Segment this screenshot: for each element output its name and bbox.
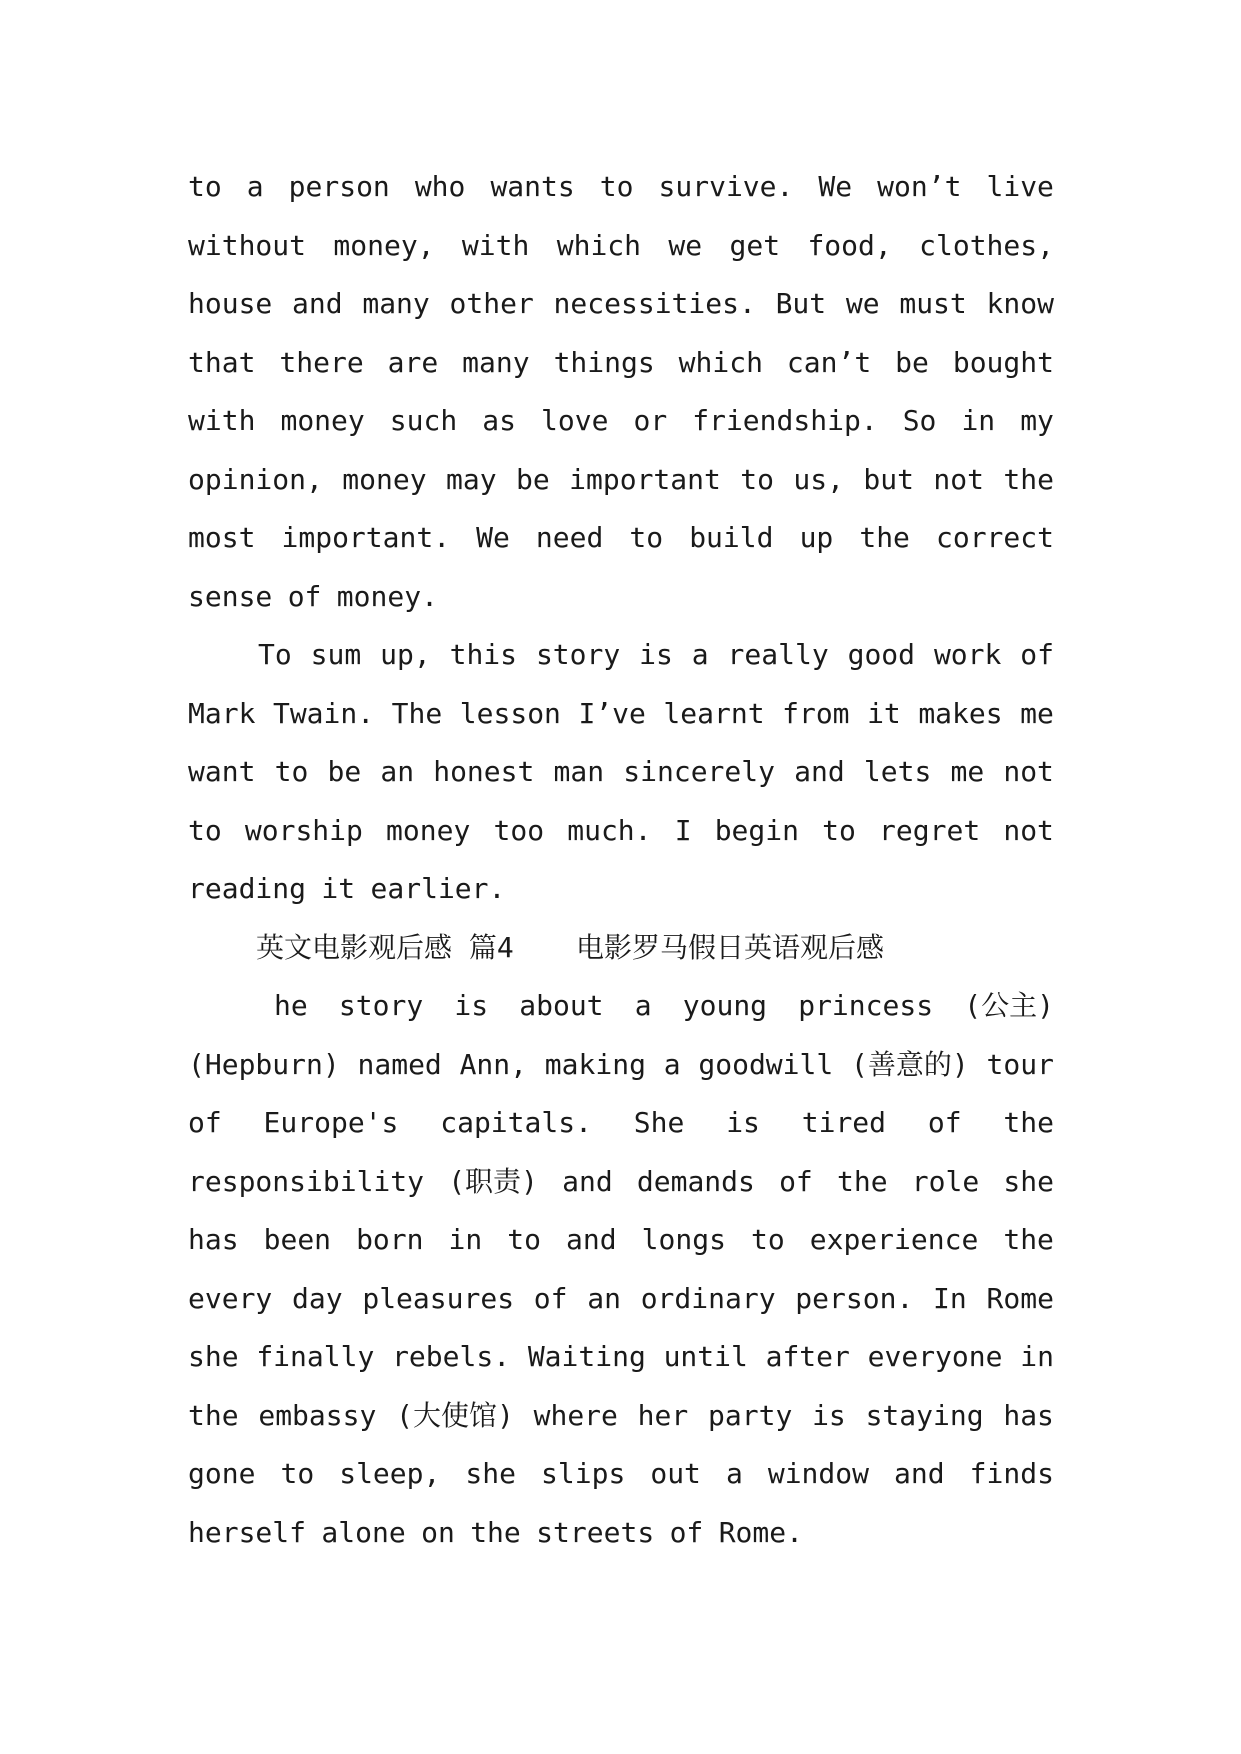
word: me xyxy=(950,755,985,788)
text-line xyxy=(188,158,1054,217)
text-line xyxy=(188,802,1054,861)
word: know xyxy=(986,287,1054,320)
word: of xyxy=(533,1281,568,1315)
word: window xyxy=(767,1457,869,1490)
word: (大使馆) xyxy=(396,1398,514,1432)
word: money xyxy=(386,813,471,847)
word: as xyxy=(482,404,516,437)
word: embassy xyxy=(258,1398,377,1432)
word: making xyxy=(544,1047,646,1081)
heading-number: 英文电影观后感 篇4 xyxy=(256,930,514,964)
word: friendship. xyxy=(692,404,878,437)
word: this xyxy=(449,638,518,671)
word: to xyxy=(188,813,222,847)
word: of xyxy=(287,579,322,613)
word: to xyxy=(188,170,222,203)
word: man xyxy=(553,755,605,788)
word: Ann, xyxy=(459,1047,528,1081)
word: other xyxy=(449,287,534,320)
paragraph-roman-holiday xyxy=(188,977,1054,1562)
paragraph-money xyxy=(188,158,1054,626)
word: from xyxy=(782,696,850,730)
word: to xyxy=(822,813,856,847)
word: is xyxy=(639,638,673,671)
text-line xyxy=(188,1270,1054,1329)
word: we xyxy=(668,228,703,262)
text-line xyxy=(188,392,1054,451)
word: pleasures xyxy=(362,1281,515,1315)
word: the xyxy=(470,1515,521,1549)
word: things xyxy=(553,345,655,379)
word: of xyxy=(1020,638,1054,671)
word: Mark xyxy=(188,696,256,730)
word: of xyxy=(927,1106,962,1139)
word: herself xyxy=(188,1515,307,1549)
word: house xyxy=(188,287,273,320)
word: is xyxy=(726,1106,760,1139)
word: money, xyxy=(333,228,435,262)
word: To xyxy=(258,638,292,671)
word: with xyxy=(461,228,530,262)
word: important. xyxy=(281,521,451,554)
word: been xyxy=(263,1223,332,1256)
word: tired xyxy=(801,1106,887,1139)
word: about xyxy=(519,989,604,1022)
word: may xyxy=(446,462,497,496)
word: (Hepburn) xyxy=(188,1047,340,1081)
word: and xyxy=(894,1457,945,1490)
word: worship xyxy=(244,813,363,847)
word: many xyxy=(462,345,530,379)
word: most xyxy=(188,521,256,554)
word: of xyxy=(188,1106,222,1139)
word: So xyxy=(902,404,937,437)
word: an xyxy=(380,755,415,788)
word: her xyxy=(637,1398,689,1432)
word: every xyxy=(188,1281,273,1315)
word: too xyxy=(493,813,545,847)
text-line xyxy=(188,977,1054,1036)
word: bought xyxy=(952,345,1054,379)
word: need xyxy=(535,521,604,554)
text-line xyxy=(188,626,1054,685)
word: has xyxy=(1003,1398,1054,1432)
word: money xyxy=(342,462,427,496)
word: us, xyxy=(793,462,844,496)
word: begin xyxy=(714,813,799,847)
text-line xyxy=(188,743,1054,802)
word: longs xyxy=(641,1223,726,1256)
word: has xyxy=(188,1223,239,1256)
text-line xyxy=(188,1211,1054,1270)
word: We xyxy=(818,170,853,203)
word: must xyxy=(899,287,967,320)
word: where xyxy=(533,1398,618,1432)
word: I xyxy=(674,813,692,847)
word: person xyxy=(288,170,390,203)
word: honest xyxy=(433,755,535,788)
word: he xyxy=(274,989,308,1022)
word: But xyxy=(775,287,827,320)
word: and xyxy=(562,1164,613,1198)
word: she xyxy=(1003,1164,1054,1198)
word: a xyxy=(691,638,709,671)
word: are xyxy=(387,345,439,379)
word: there xyxy=(279,345,364,379)
text-line xyxy=(188,1445,1054,1504)
word: to xyxy=(507,1223,542,1256)
word: opinion, xyxy=(188,462,323,496)
word: Rome xyxy=(986,1281,1054,1315)
word: in xyxy=(961,404,996,437)
word: such xyxy=(389,404,458,437)
word: my xyxy=(1020,404,1054,437)
word: clothes, xyxy=(919,228,1054,262)
word: (公主) xyxy=(964,989,1054,1022)
text-line xyxy=(188,1328,1054,1387)
word: with xyxy=(188,404,256,437)
word: alone xyxy=(321,1515,406,1549)
word: a xyxy=(663,1047,681,1081)
word: Waiting xyxy=(527,1340,646,1373)
word: money xyxy=(280,404,365,437)
word: in xyxy=(1020,1340,1054,1373)
word: finds xyxy=(969,1457,1054,1490)
word: survive. xyxy=(658,170,794,203)
word: good xyxy=(847,638,916,671)
text-line xyxy=(188,275,1054,334)
word: wants xyxy=(490,170,575,203)
text-line xyxy=(188,1153,1054,1212)
word: lesson xyxy=(459,696,561,730)
word: love xyxy=(541,404,609,437)
word: work xyxy=(933,638,1002,671)
word: Europe's xyxy=(263,1106,399,1139)
word: party xyxy=(708,1398,793,1432)
word: of xyxy=(669,1515,704,1549)
text-line xyxy=(188,217,1054,276)
text-line xyxy=(188,1504,1054,1563)
word: that xyxy=(188,345,256,379)
word: or xyxy=(633,404,668,437)
word: demands xyxy=(636,1164,755,1198)
word: on xyxy=(421,1515,455,1549)
word: she xyxy=(465,1457,516,1490)
word: (职责) xyxy=(448,1164,538,1198)
word: (善意的) xyxy=(851,1047,969,1081)
word: makes xyxy=(918,696,1003,730)
word: want xyxy=(188,755,256,788)
word: get xyxy=(729,228,781,262)
word: necessities. xyxy=(553,287,756,320)
text-line xyxy=(188,860,1054,919)
word: sincerely xyxy=(623,755,775,788)
word: a xyxy=(246,170,264,203)
text-line xyxy=(188,1036,1054,1095)
word: sum xyxy=(310,638,362,671)
word: until xyxy=(663,1340,748,1373)
word: capitals. xyxy=(440,1106,592,1139)
word: out xyxy=(650,1457,701,1490)
word: be xyxy=(895,345,929,379)
word: food, xyxy=(807,228,892,262)
word: in xyxy=(448,1223,483,1256)
word: we xyxy=(845,287,880,320)
word: to xyxy=(740,462,774,496)
word: which xyxy=(678,345,763,379)
word: sleep, xyxy=(339,1457,441,1490)
text-line xyxy=(188,685,1054,744)
word: story xyxy=(535,638,621,671)
word: correct xyxy=(935,521,1054,554)
word: experience xyxy=(809,1223,979,1256)
word: story xyxy=(338,989,424,1022)
word: I’ve xyxy=(578,696,646,730)
word: role xyxy=(911,1164,980,1198)
word: is xyxy=(454,989,489,1022)
word: live xyxy=(986,170,1054,203)
word: She xyxy=(633,1106,685,1139)
word: but xyxy=(863,462,914,496)
word: many xyxy=(362,287,430,320)
word: won’t xyxy=(877,170,962,203)
word: to xyxy=(629,521,664,554)
word: up xyxy=(799,521,834,554)
word: princess xyxy=(798,989,934,1022)
word: regret xyxy=(879,813,981,847)
word: of xyxy=(779,1164,813,1198)
word: to xyxy=(750,1223,785,1256)
word: she xyxy=(188,1340,239,1373)
word: person. xyxy=(795,1281,914,1315)
word: not xyxy=(1003,813,1054,847)
word: really xyxy=(727,638,829,671)
word: tour xyxy=(986,1047,1054,1081)
word: much. xyxy=(567,813,652,847)
word: slips xyxy=(541,1457,626,1490)
word: The xyxy=(391,696,443,730)
word: after xyxy=(765,1340,850,1373)
word: build xyxy=(689,521,774,554)
word: the xyxy=(836,1164,888,1198)
word: the xyxy=(859,521,910,554)
word: In xyxy=(933,1281,967,1315)
word: to xyxy=(274,755,309,788)
word: me xyxy=(1020,696,1054,730)
word: lets xyxy=(863,755,932,788)
word: named xyxy=(357,1047,442,1081)
document-page xyxy=(188,158,1054,1562)
paragraph-sum-up xyxy=(188,626,1054,919)
text-line xyxy=(188,451,1054,510)
section-heading xyxy=(188,919,1054,978)
word: who xyxy=(414,170,466,203)
text-line xyxy=(188,1387,1054,1446)
word: rebels. xyxy=(392,1340,511,1373)
word: the xyxy=(1003,462,1054,496)
word: be xyxy=(516,462,550,496)
heading-title: 电影罗马假日英语观后感 xyxy=(576,930,885,964)
word: can’t xyxy=(786,345,872,379)
word: a xyxy=(725,1457,743,1490)
word: a xyxy=(634,989,652,1022)
word: and xyxy=(794,755,845,788)
word: reading xyxy=(188,872,307,905)
word: Rome. xyxy=(718,1515,803,1549)
word: to xyxy=(280,1457,315,1490)
word: ordinary xyxy=(640,1281,776,1315)
word: without xyxy=(188,228,307,262)
word: an xyxy=(587,1281,621,1315)
text-line xyxy=(188,568,1054,627)
word: important xyxy=(569,462,721,496)
word: it xyxy=(321,872,356,905)
word: money. xyxy=(336,579,438,613)
word: and xyxy=(292,287,343,320)
word: the xyxy=(188,1398,239,1432)
word: and xyxy=(566,1223,617,1256)
word: streets xyxy=(536,1515,655,1549)
word: not xyxy=(1003,755,1054,788)
word: not xyxy=(933,462,984,496)
word: responsibility xyxy=(188,1164,425,1198)
word: gone xyxy=(188,1457,256,1490)
word: it xyxy=(867,696,901,730)
word: up, xyxy=(380,638,431,671)
word: goodwill xyxy=(698,1047,834,1081)
word: Twain. xyxy=(272,696,375,730)
word: young xyxy=(682,989,768,1022)
word: which xyxy=(556,228,642,262)
text-line xyxy=(188,334,1054,393)
word: the xyxy=(1003,1223,1054,1256)
word: learnt xyxy=(663,696,765,730)
word: sense xyxy=(188,579,273,613)
word: to xyxy=(599,170,634,203)
text-line xyxy=(188,1094,1054,1153)
word: everyone xyxy=(867,1340,1003,1373)
word: finally xyxy=(256,1340,375,1373)
word: be xyxy=(327,755,362,788)
text-line xyxy=(188,509,1054,568)
word: earlier. xyxy=(370,872,506,905)
word: born xyxy=(356,1223,424,1256)
word: is xyxy=(812,1398,846,1432)
word: We xyxy=(476,521,510,554)
word: staying xyxy=(865,1398,984,1432)
word: the xyxy=(1003,1106,1054,1139)
word: day xyxy=(292,1281,343,1315)
